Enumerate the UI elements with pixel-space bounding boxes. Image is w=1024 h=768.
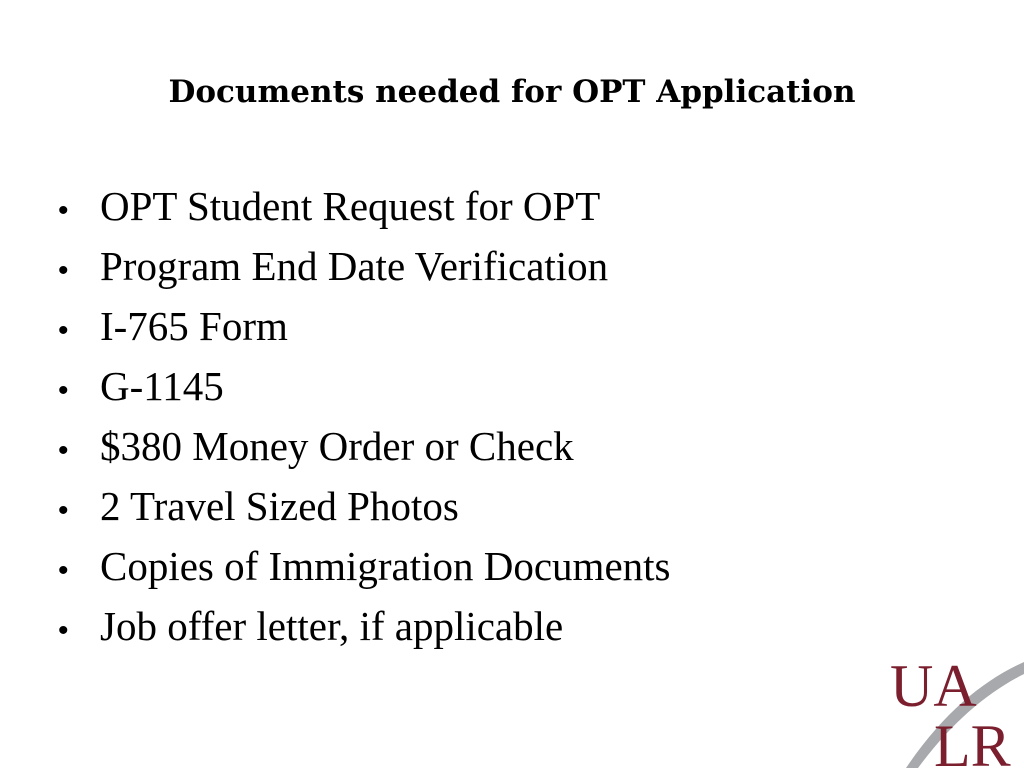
logo-text-top: UA: [890, 653, 977, 719]
list-item-text: $380 Money Order or Check: [100, 423, 574, 469]
list-item-text: Copies of Immigration Documents: [100, 543, 671, 589]
logo-text-bottom: LR: [934, 713, 1011, 768]
bullet-icon: •: [58, 314, 69, 347]
bullet-icon: •: [58, 374, 69, 407]
bullet-icon: •: [58, 554, 69, 587]
list-item-text: Program End Date Verification: [100, 243, 609, 289]
list-item: [58, 542, 671, 602]
list-item: [58, 182, 671, 242]
list-item-text: G-1145: [100, 363, 224, 409]
list-item: [58, 482, 671, 542]
list-item: [58, 302, 671, 362]
bullet-list: [58, 182, 671, 662]
list-item: [58, 362, 671, 422]
list-item-text: I-765 Form: [100, 303, 288, 349]
bullet-icon: •: [58, 494, 69, 527]
list-item-text: Job offer letter, if applicable: [100, 603, 564, 649]
list-item-text: 2 Travel Sized Photos: [100, 483, 459, 529]
slide-title: Documents needed for OPT Application: [168, 74, 856, 110]
list-item-text: OPT Student Request for OPT: [100, 183, 601, 229]
list-item: [58, 422, 671, 482]
bullet-icon: •: [58, 194, 69, 227]
ualr-logo-icon: [884, 652, 1024, 768]
bullet-icon: •: [58, 254, 69, 287]
list-item: [58, 242, 671, 302]
bullet-icon: •: [58, 434, 69, 467]
bullet-icon: •: [58, 614, 69, 647]
list-item: [58, 602, 671, 662]
